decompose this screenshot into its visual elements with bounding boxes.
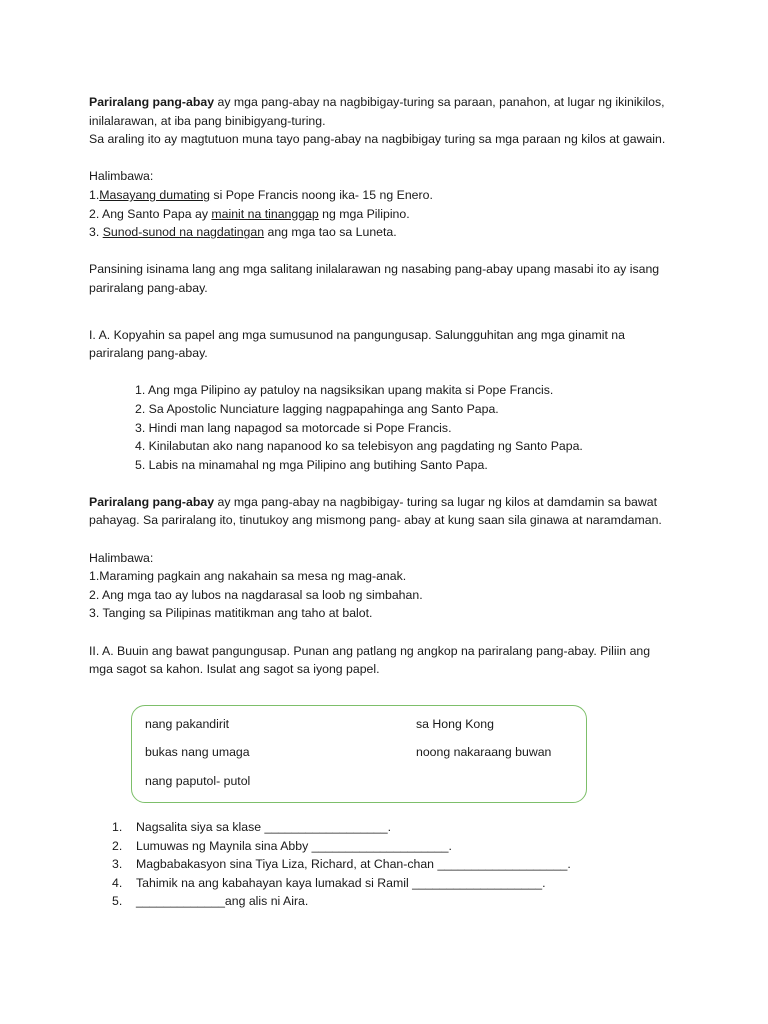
example1-item-3-underlined: Sunod-sunod na nagdatingan [102,225,265,240]
example1-item-2-underlined: mainit na tinanggap [211,206,319,221]
question-row [112,837,571,856]
question-text: Tahimik na ang kabahayan kaya lumakad si Ramil ___________________. [136,875,546,890]
question-row [112,892,571,911]
example1-heading: Halimbawa: [89,169,154,184]
intro1-line3: Sa araling ito ay magtutuon muna tayo pang-abay na nagbibigay turing sa mga paraan ng kilos at gawain. [89,132,666,147]
exercise1-item: 3. Hindi man lang napagod sa motorcade si Pope Francis. [135,420,452,435]
intro1-line2: inilalarawan, at iba pang binibigyang-turing. [89,113,326,128]
example1-item-2-rest: ng mga Pilipino. [318,206,410,221]
question-number: 5. [112,894,123,909]
example2-item: 3. Tanging sa Pilipinas matitikman ang taho at balot. [89,606,373,621]
example1-item-1-rest: si Pope Francis noong ika- 15 ng Enero. [210,187,433,202]
question-text: _____________ang alis ni Aira. [136,894,309,909]
exercise1-item: 1. Ang mga Pilipino ay patuloy na nagsiksikan upang makita si Pope Francis. [135,383,554,398]
example1-item-1-underlined: Masayang dumating [99,187,211,202]
exercise1-item: 4. Kinilabutan ako nang napanood ko sa telebisyon ang pagdating ng Santo Papa. [135,439,583,454]
exercise1-list [89,381,689,474]
exercise2-instruction-line1: II. A. Buuin ang bawat pangungusap. Punan ang patlang ng angkop na pariralang pang-abay. Piliin ang [89,643,651,658]
question-text: Lumuwas ng Maynila sina Abby ____________________. [136,838,452,853]
exercise2-instruction-line2: mga sagot sa kahon. Isulat ang sagot sa iyong papel. [89,662,380,677]
choice-item: bukas nang umaga [145,745,250,759]
example1-item-1 [89,186,689,205]
intro1-term: Pariralang pang-abay [89,95,215,109]
choice-item: sa Hong Kong [416,717,494,731]
intro1-paragraph [89,93,689,112]
example1-item-1-num: 1. [89,187,100,202]
choices-box [131,705,587,803]
intro2-line1: ay mga pang-abay na nagbibigay- turing sa lugar ng kilos at damdamin sa bawat [214,494,658,509]
choice-item: noong nakaraang buwan [416,745,552,759]
note-line1: Pansining isinama lang ang mga salitang inilalarawan ng nasabing pang-abay upang masabi ito ay isang [89,262,660,277]
intro2-paragraph [89,493,689,512]
note-line2: pariralang pang-abay. [89,280,208,295]
example1-item-3 [89,223,689,242]
question-number: 1. [112,820,123,834]
example2-item: 2. Ang mga tao ay lubos na nagdarasal sa loob ng simbahan. [89,587,423,602]
example1-item-3-pre: 3. [89,225,103,240]
question-number: 2. [112,838,123,853]
intro2-line2: pahayag. Sa pariralang ito, tinutukoy ang mismong pang- abay at kung saan sila ginawa at naramdaman. [89,513,662,528]
example1-item-3-rest: ang mga tao sa Luneta. [264,225,397,240]
question-row [112,818,571,837]
question-number: 4. [112,875,123,890]
worksheet-body [89,93,689,679]
choice-item: nang paputol- putol [145,774,251,788]
question-number: 3. [112,857,123,872]
example1-item-2 [89,205,689,224]
exercise1-item: 2. Sa Apostolic Nunciature lagging nagpapahinga ang Santo Papa. [135,401,499,416]
example1-item-2-pre: 2. Ang Santo Papa ay [89,206,212,221]
choice-item: nang pakandirit [145,717,230,731]
question-text: Nagsalita siya sa klase __________________. [136,820,392,834]
question-row [112,874,571,893]
example2-heading: Halimbawa: [89,550,154,565]
question-row [112,855,571,874]
fill-in-questions [112,818,571,911]
exercise1-instruction-line2: pariralang pang-abay. [89,346,208,361]
exercise1-item: 5. Labis na minamahal ng mga Pilipino ang butihing Santo Papa. [135,457,488,472]
intro1-line1: ay mga pang-abay na nagbibigay-turing sa paraan, panahon, at lugar ng ikinikilos, [214,95,665,109]
example2-item: 1.Maraming pagkain ang nakahain sa mesa ng mag-anak. [89,569,407,584]
intro2-term: Pariralang pang-abay [89,494,215,509]
exercise1-instruction-line1: I. A. Kopyahin sa papel ang mga sumusunod na pangungusap. Salungguhitan ang mga ginamit na [89,327,625,342]
question-text: Magbabakasyon sina Tiya Liza, Richard, at Chan-chan ___________________. [136,857,571,872]
